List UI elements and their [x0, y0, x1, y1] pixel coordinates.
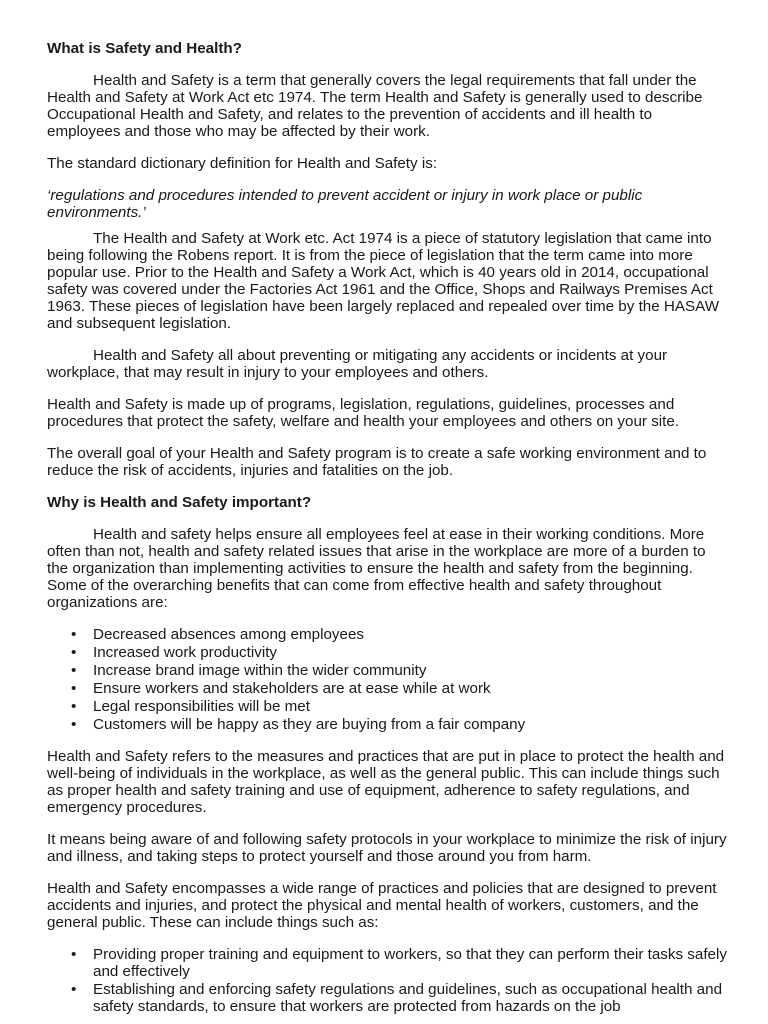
list-item: • Increase brand image within the wider community: [47, 662, 727, 679]
list-item: • Ensure workers and stakeholders are at ease while at work: [47, 680, 727, 697]
practices-list: [47, 946, 727, 1015]
paragraph: Health and safety helps ensure all employees feel at ease in their working conditions. More often than not, health and safety related issues that arise in the workplace are more of a burden to the organization than implementing activities to ensure the health and safety from the beginning. Some of the overarching benefits that can come from effective health and safety throughout organizations are:: [47, 526, 706, 611]
list-item: • Increased work productivity: [47, 644, 727, 661]
paragraph: Health and Safety refers to the measures and practices that are put in place to protect the health and well-being of individuals in the workplace, as well as the general public. This can include things such as proper health and safety training and use of equipment, adherence to safety regulations, and emergency procedures.: [47, 748, 725, 816]
paragraph: Health and Safety all about preventing or mitigating any accidents or incidents at your workplace, that may result in injury to your employees and others.: [47, 347, 668, 381]
benefits-list: [47, 626, 727, 733]
list-item: • Establishing and enforcing safety regulations and guidelines, such as occupational health and safety standards, to ensure that workers are protected from hazards on the job: [47, 981, 727, 1015]
list-item: • Providing proper training and equipment to workers, so that they can perform their tasks safely and effectively: [47, 946, 727, 980]
paragraph: Health and Safety is a term that generally covers the legal requirements that fall under the Health and Safety at Work Act etc 1974. The term Health and Safety is generally used to describe Occupational Health and Safety, and relates to the prevention of accidents and ill health to employees and those who may be affected by their work.: [47, 72, 703, 140]
paragraph: The overall goal of your Health and Safety program is to create a safe working environment and to reduce the risk of accidents, injuries and fatalities on the job.: [47, 445, 707, 479]
paragraph: Health and Safety is made up of programs, legislation, regulations, guidelines, processes and procedures that protect the safety, welfare and health your employees and others on your site.: [47, 396, 680, 430]
paragraph: Health and Safety encompasses a wide range of practices and policies that are designed to prevent accidents and injuries, and protect the physical and mental health of workers, customers, and the general public. These can include things such as:: [47, 880, 717, 931]
definition-quote: ‘regulations and procedures intended to prevent accident or injury in work place or public environments.’: [47, 187, 643, 221]
paragraph: The Health and Safety at Work etc. Act 1974 is a piece of statutory legislation that came into being following the Robens report. It is from the piece of legislation that the term came into more popular use. Prior to the Health and Safety a Work Act, which is 40 years old in 2014, occupational safety was covered under the Factories Act 1961 and the Office, Shops and Railways Premises Act 1963. These pieces of legislation have been largely replaced and repealed over time by the HASAW and subsequent legislation.: [47, 230, 720, 332]
paragraph: It means being aware of and following safety protocols in your workplace to minimize the risk of injury and illness, and taking steps to protect yourself and those around you from harm.: [47, 831, 727, 865]
list-item: • Decreased absences among employees: [47, 626, 727, 643]
list-item: • Customers will be happy as they are buying from a fair company: [47, 716, 727, 733]
section-heading-why-important: Why is Health and Safety important?: [47, 494, 312, 511]
paragraph: The standard dictionary definition for Health and Safety is:: [47, 155, 438, 172]
document-page: [47, 40, 727, 1016]
section-heading-what-is-safety: What is Safety and Health?: [47, 40, 242, 57]
list-item: • Legal responsibilities will be met: [47, 698, 727, 715]
